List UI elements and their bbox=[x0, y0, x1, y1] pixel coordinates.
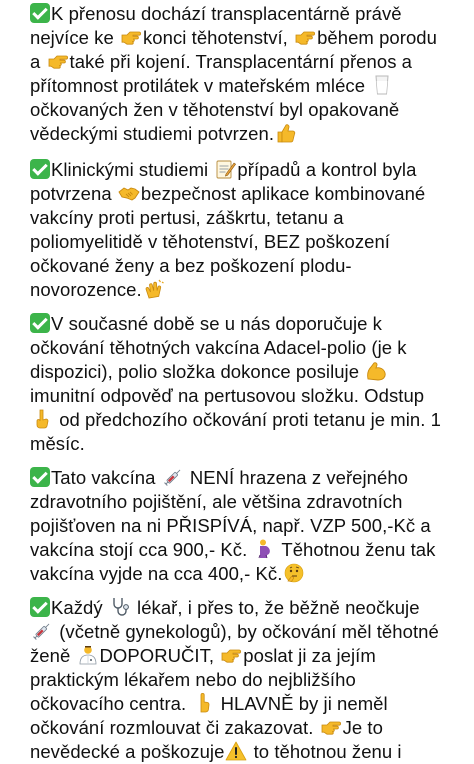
text-run: Těhotnou ženu tak bbox=[276, 539, 436, 560]
text-run: během porodu bbox=[317, 27, 437, 48]
text-run: a bbox=[30, 51, 46, 72]
check-mark-button-icon bbox=[30, 313, 50, 333]
text-run: poliomyelitidě v těhotenství, BEZ poškození bbox=[30, 231, 390, 252]
text-run: od předchozího očkování proti tetanu je min. 1 bbox=[54, 409, 441, 430]
flexed-biceps-icon bbox=[365, 361, 387, 381]
text-run: V současné době se u nás doporučuje k bbox=[51, 313, 382, 334]
text-line bbox=[30, 182, 464, 206]
text-run: nejvíce ke bbox=[30, 27, 119, 48]
text-line bbox=[30, 620, 464, 644]
pointing-right-icon bbox=[220, 645, 242, 665]
text-run: poslat ji za jejím bbox=[243, 645, 376, 666]
text-line bbox=[30, 692, 464, 716]
text-run: DOPORUČIT, bbox=[99, 645, 220, 666]
check-mark-button-icon bbox=[30, 467, 50, 487]
text-line bbox=[30, 668, 464, 692]
text-run: Klinickými studiemi bbox=[51, 159, 214, 180]
text-line bbox=[30, 254, 464, 278]
text-run: (včetně gynekologů), by očkování měl těhotné bbox=[54, 621, 439, 642]
text-run: konci těhotenství, bbox=[143, 27, 294, 48]
text-line bbox=[30, 230, 464, 254]
paragraph bbox=[30, 312, 464, 456]
text-run: očkování rozmlouvat či zakazovat. bbox=[30, 717, 319, 738]
pointing-right-icon bbox=[294, 27, 316, 47]
memo-icon bbox=[214, 159, 236, 179]
text-line bbox=[30, 562, 464, 586]
text-run: vědeckými studiemi potvrzen. bbox=[30, 123, 275, 144]
text-run: NENÍ hrazena z veřejného bbox=[184, 467, 409, 488]
text-run: očkovacího centra. bbox=[30, 693, 192, 714]
text-run: také při kojení. Transplacentární přenos a bbox=[69, 51, 413, 72]
text-run: to těhotnou ženu i bbox=[248, 741, 402, 762]
text-run: novorozence. bbox=[30, 279, 142, 300]
text-run: imunitní odpověď na pertusovou složku. Odstup bbox=[30, 385, 425, 406]
text-run: Tato vakcína bbox=[51, 467, 161, 488]
paragraph bbox=[30, 596, 464, 764]
text-run: přítomnost protilátek v mateřském mléce bbox=[30, 75, 371, 96]
text-line bbox=[30, 50, 464, 74]
text-run: K přenosu dochází transplacentárně právě bbox=[51, 3, 402, 24]
handshake-icon bbox=[118, 183, 140, 203]
text-line bbox=[30, 336, 464, 360]
text-run: HLAVNĚ by ji neměl bbox=[215, 693, 388, 714]
syringe-icon bbox=[162, 467, 184, 487]
text-line bbox=[30, 490, 464, 514]
text-run: očkované ženy a bez poškození plodu- bbox=[30, 255, 352, 276]
text-run: potvrzena bbox=[30, 183, 117, 204]
thinking-face-icon bbox=[283, 563, 305, 583]
text-line bbox=[30, 408, 464, 432]
text-line bbox=[30, 538, 464, 562]
text-run: pojišťoven na ni PŘISPÍVÁ, např. VZP 500,-Kč a bbox=[30, 515, 431, 536]
text-line bbox=[30, 716, 464, 740]
text-run: praktickým lékařem nebo do nejbližšího bbox=[30, 669, 356, 690]
check-mark-button-icon bbox=[30, 597, 50, 617]
text-run: vakcína stojí cca 900,- Kč. bbox=[30, 539, 253, 560]
pointing-right-icon bbox=[47, 51, 69, 71]
text-line bbox=[30, 384, 464, 408]
paragraph bbox=[30, 466, 464, 586]
pregnant-woman-icon bbox=[253, 539, 275, 559]
text-line bbox=[30, 740, 464, 764]
text-line bbox=[30, 122, 464, 146]
check-mark-button-icon bbox=[30, 3, 50, 23]
pointing-right-icon bbox=[320, 717, 342, 737]
clapping-hands-icon bbox=[143, 279, 165, 299]
text-run: očkovaných žen v těhotenství byl opakovaně bbox=[30, 99, 400, 120]
paragraph bbox=[30, 158, 464, 302]
text-line bbox=[30, 206, 464, 230]
milk-glass-icon bbox=[371, 75, 393, 95]
syringe-icon bbox=[31, 621, 53, 641]
text-run: ženě bbox=[30, 645, 76, 666]
text-run: bezpečnost aplikace kombinované bbox=[140, 183, 426, 204]
text-line bbox=[30, 312, 464, 336]
text-line bbox=[30, 2, 464, 26]
text-line bbox=[30, 74, 464, 98]
text-run: Každý bbox=[51, 597, 108, 618]
text-line bbox=[30, 514, 464, 538]
text-run: dispozici), polio složka dokonce posiluje bbox=[30, 361, 365, 382]
text-run: lékař, i přes to, že běžně neočkuje bbox=[131, 597, 420, 618]
pointing-up-icon bbox=[192, 693, 214, 713]
text-run: vakcíny proti pertusi, záškrtu, tetanu a bbox=[30, 207, 344, 228]
text-run: vakcína vyjde na cca 400,- Kč. bbox=[30, 563, 283, 584]
text-line bbox=[30, 432, 464, 456]
text-line bbox=[30, 466, 464, 490]
text-line bbox=[30, 158, 464, 182]
text-line bbox=[30, 26, 464, 50]
text-line bbox=[30, 596, 464, 620]
pointing-down-finger-icon bbox=[31, 409, 53, 429]
text-line bbox=[30, 360, 464, 384]
thumbs-up-icon bbox=[275, 123, 297, 143]
paragraph bbox=[30, 2, 464, 146]
text-line bbox=[30, 644, 464, 668]
check-mark-button-icon bbox=[30, 159, 50, 179]
text-run: zdravotního pojištění, ale většina zdravotních bbox=[30, 491, 403, 512]
stethoscope-icon bbox=[109, 597, 131, 617]
doctor-icon bbox=[77, 645, 99, 665]
text-run: očkování těhotných vakcína Adacel-polio (je k bbox=[30, 337, 407, 358]
text-run: Je to bbox=[342, 717, 383, 738]
text-line bbox=[30, 278, 464, 302]
text-run: nevědecké a poškozuje bbox=[30, 741, 225, 762]
text-run: měsíc. bbox=[30, 433, 85, 454]
text-line bbox=[30, 98, 464, 122]
text-run: případů a kontrol byla bbox=[237, 159, 417, 180]
pointing-right-icon bbox=[120, 27, 142, 47]
warning-sign-icon bbox=[225, 741, 247, 761]
